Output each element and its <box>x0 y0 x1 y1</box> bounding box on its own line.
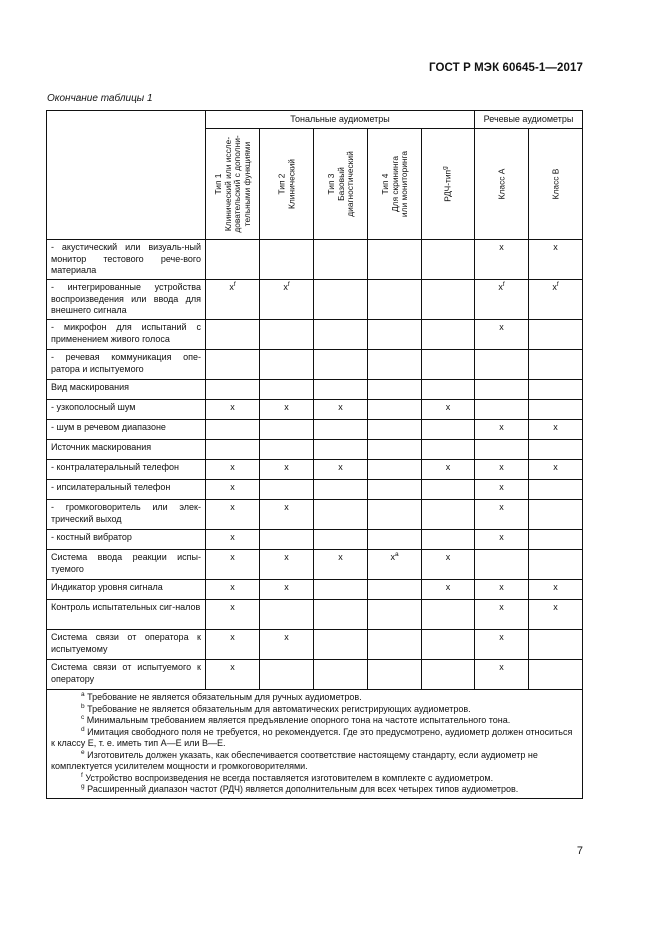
table-cell: x <box>422 550 475 580</box>
table-cell <box>260 320 314 350</box>
table-row <box>47 320 583 350</box>
table-cell: $x^f$ <box>475 280 529 320</box>
table-cell <box>260 420 314 440</box>
row-label: Источник маскирования <box>47 440 206 460</box>
document-code: ГОСТ Р МЭК 60645-1—2017 <box>429 62 583 74</box>
column-header: Тип 3 Базовый диагностический <box>314 129 368 240</box>
table-cell: x <box>260 630 314 660</box>
table-cell: x <box>529 600 583 630</box>
table-cell <box>206 320 260 350</box>
table-cell: x <box>475 460 529 480</box>
table-cell: x <box>422 580 475 600</box>
table-cell <box>314 420 368 440</box>
table-row <box>47 440 583 460</box>
table-cell <box>368 440 422 460</box>
table-cell <box>206 240 260 280</box>
row-label: - акустический или визуаль-ный монитор тестового рече-вого материала <box>47 240 206 280</box>
table-cell: x <box>529 580 583 600</box>
table-cell: x <box>475 320 529 350</box>
table-cell <box>529 480 583 500</box>
table-cell <box>422 530 475 550</box>
table-cell <box>260 600 314 630</box>
footnote: $^a$ Требование не является обязательным для ручных аудиометров. <box>81 691 362 702</box>
table-cell <box>368 350 422 380</box>
row-label: Индикатор уровня сигнала <box>47 580 206 600</box>
table-row <box>47 500 583 530</box>
table-cell <box>529 630 583 660</box>
table-row <box>47 480 583 500</box>
table-cell: x <box>422 460 475 480</box>
table-cell <box>529 440 583 460</box>
row-label: - костный вибратор <box>47 530 206 550</box>
column-header: Тип 2 Клинический <box>260 129 314 240</box>
table-cell <box>314 350 368 380</box>
table-cell <box>314 240 368 280</box>
table-cell: x <box>260 500 314 530</box>
table-cell: x <box>206 660 260 690</box>
table-row <box>47 530 583 550</box>
table-cell: x <box>206 400 260 420</box>
table-cell <box>260 660 314 690</box>
row-label: Система связи от испытуемого к оператору <box>47 660 206 690</box>
table-cell <box>422 420 475 440</box>
row-label: - громкоговоритель или элек-трический выход <box>47 500 206 530</box>
row-label: - узкополосный шум <box>47 400 206 420</box>
table-cell: x <box>314 400 368 420</box>
table-cell: x <box>260 550 314 580</box>
table-cell: x <box>475 530 529 550</box>
table-caption: Окончание таблицы 1 <box>47 93 153 104</box>
table-cell <box>368 280 422 320</box>
table-cell: x <box>529 460 583 480</box>
table-row <box>47 630 583 660</box>
table-cell <box>314 280 368 320</box>
table-cell <box>422 660 475 690</box>
table-cell: $x^f$ <box>206 280 260 320</box>
group-header-tonal: Тональные аудиометры <box>206 111 475 129</box>
row-label: - интегрированные устройства воспроизведения или ввода для внешнего сигнала <box>47 280 206 320</box>
table-cell <box>368 660 422 690</box>
table-row <box>47 580 583 600</box>
table-cell: x <box>475 580 529 600</box>
table-row <box>47 400 583 420</box>
table-cell <box>314 480 368 500</box>
table-cell <box>422 480 475 500</box>
table-cell <box>368 580 422 600</box>
table-cell <box>422 280 475 320</box>
table-cell <box>314 630 368 660</box>
footnote: $^c$ Минимальным требованием является предъявление опорного тона на частоте испытательного тона. <box>81 714 511 725</box>
row-label: - контралатеральный телефон <box>47 460 206 480</box>
footnotes-row <box>47 690 583 799</box>
table-cell: x <box>475 660 529 690</box>
table-cell: x <box>475 480 529 500</box>
column-header: Класс В <box>529 129 583 240</box>
table-cell <box>422 350 475 380</box>
row-label: - речевая коммуникация опе-ратора и испытуемого <box>47 350 206 380</box>
table-cell <box>314 530 368 550</box>
table-cell <box>475 350 529 380</box>
table-cell <box>260 530 314 550</box>
table-cell <box>206 420 260 440</box>
footnotes <box>47 690 583 799</box>
table-cell: x <box>475 500 529 530</box>
table-cell: x <box>314 460 368 480</box>
table-cell <box>368 630 422 660</box>
table-cell <box>529 500 583 530</box>
page-number: 7 <box>576 845 583 857</box>
table-cell <box>368 480 422 500</box>
table-cell <box>206 350 260 380</box>
table-cell <box>260 480 314 500</box>
table-cell: x <box>206 630 260 660</box>
table-cell <box>422 600 475 630</box>
table-row <box>47 600 583 630</box>
table-row <box>47 350 583 380</box>
row-label: - ипсилатеральный телефон <box>47 480 206 500</box>
table-cell: x <box>206 500 260 530</box>
table-row <box>47 380 583 400</box>
table-row <box>47 420 583 440</box>
table-cell <box>314 600 368 630</box>
table-cell <box>529 320 583 350</box>
table-cell <box>529 550 583 580</box>
table-cell <box>260 440 314 460</box>
table-cell: x <box>475 630 529 660</box>
table-cell <box>314 660 368 690</box>
table-cell <box>314 320 368 350</box>
table-cell <box>206 440 260 460</box>
table-cell <box>260 240 314 280</box>
row-label: Контроль испытательных сиг-налов <box>47 600 206 630</box>
row-label: - шум в речевом диапазоне <box>47 420 206 440</box>
table-cell: x <box>260 580 314 600</box>
column-header: Тип 1 Клинический или иссле- довательский с дополни- тельными функциями <box>206 129 260 240</box>
table-cell <box>422 630 475 660</box>
table-cell: x <box>529 420 583 440</box>
table-cell: x <box>475 240 529 280</box>
table-cell <box>422 500 475 530</box>
table-cell <box>368 600 422 630</box>
table-cell: $x^a$ <box>368 550 422 580</box>
row-label: Система связи от оператора к испытуемому <box>47 630 206 660</box>
column-header: Класс А <box>475 129 529 240</box>
table-cell <box>314 580 368 600</box>
table-cell: x <box>206 530 260 550</box>
row-label: - микрофон для испытаний с применением живого голоса <box>47 320 206 350</box>
row-label: Система ввода реакции испы-туемого <box>47 550 206 580</box>
table-cell <box>368 240 422 280</box>
footnote: $^d$ Имитация свободного поля не требуется, но рекомендуется. Где это предусмотрено, аудиометр должен относиться к классу Е, т. е. иметь тип А—Е или В—Е. <box>51 725 573 748</box>
table-cell <box>368 320 422 350</box>
table-cell <box>529 350 583 380</box>
table-cell: x <box>206 460 260 480</box>
table-cell <box>368 460 422 480</box>
table-cell <box>475 550 529 580</box>
table-row <box>47 460 583 480</box>
table-cell <box>368 420 422 440</box>
table-cell <box>314 500 368 530</box>
table-cell: x <box>475 600 529 630</box>
table-cell <box>368 500 422 530</box>
table-cell <box>368 400 422 420</box>
table-cell: x <box>475 420 529 440</box>
table-cell: x <box>206 480 260 500</box>
table-cell <box>422 380 475 400</box>
table-cell <box>529 660 583 690</box>
table-cell: $x^f$ <box>529 280 583 320</box>
table-cell <box>422 440 475 460</box>
table-cell: x <box>206 600 260 630</box>
row-label: Вид маскирования <box>47 380 206 400</box>
table-row <box>47 660 583 690</box>
table-cell: x <box>206 580 260 600</box>
table-cell <box>529 530 583 550</box>
table-cell <box>368 530 422 550</box>
table-cell <box>529 400 583 420</box>
table-cell: x <box>314 550 368 580</box>
table-cell <box>314 380 368 400</box>
table-cell <box>475 440 529 460</box>
table-row <box>47 280 583 320</box>
table-cell: x <box>206 550 260 580</box>
footnote: $^f$ Устройство воспроизведения не всегда поставляется изготовителем в комплекте с аудиометром. <box>81 771 494 783</box>
table-cell <box>475 380 529 400</box>
footnote: $^e$ Изготовитель должен указать, как обеспечивается соответствие настоящему стандарту, если аудиометр не комплектуется усилителем мощности и громкоговорителями. <box>51 748 538 771</box>
table-row <box>47 550 583 580</box>
table-cell <box>314 440 368 460</box>
table-cell <box>206 380 260 400</box>
table-cell: x <box>422 400 475 420</box>
table-cell <box>475 400 529 420</box>
table-cell <box>529 380 583 400</box>
table-cell: $x^f$ <box>260 280 314 320</box>
column-header: РДЧ-тип$^g$ <box>422 129 475 240</box>
footnote: $^g$ Расширенный диапазон частот (РДЧ) является дополнительным для всех четырех типов аудиометров. <box>81 783 519 794</box>
column-header: Тип 4 Для скрининга или мониторинга <box>368 129 422 240</box>
table-cell <box>260 350 314 380</box>
table-row <box>47 240 583 280</box>
features-table <box>46 110 583 799</box>
table-cell <box>260 380 314 400</box>
table-cell <box>422 240 475 280</box>
table-cell: x <box>260 400 314 420</box>
corner-cell <box>47 111 206 240</box>
group-header-speech: Речевые аудиометры <box>475 111 583 129</box>
table-cell: x <box>529 240 583 280</box>
footnote: $^b$ Требование не является обязательным для автоматических регистрирующих аудиометров. <box>81 702 471 714</box>
table-cell <box>368 380 422 400</box>
table-cell <box>422 320 475 350</box>
table-cell: x <box>260 460 314 480</box>
